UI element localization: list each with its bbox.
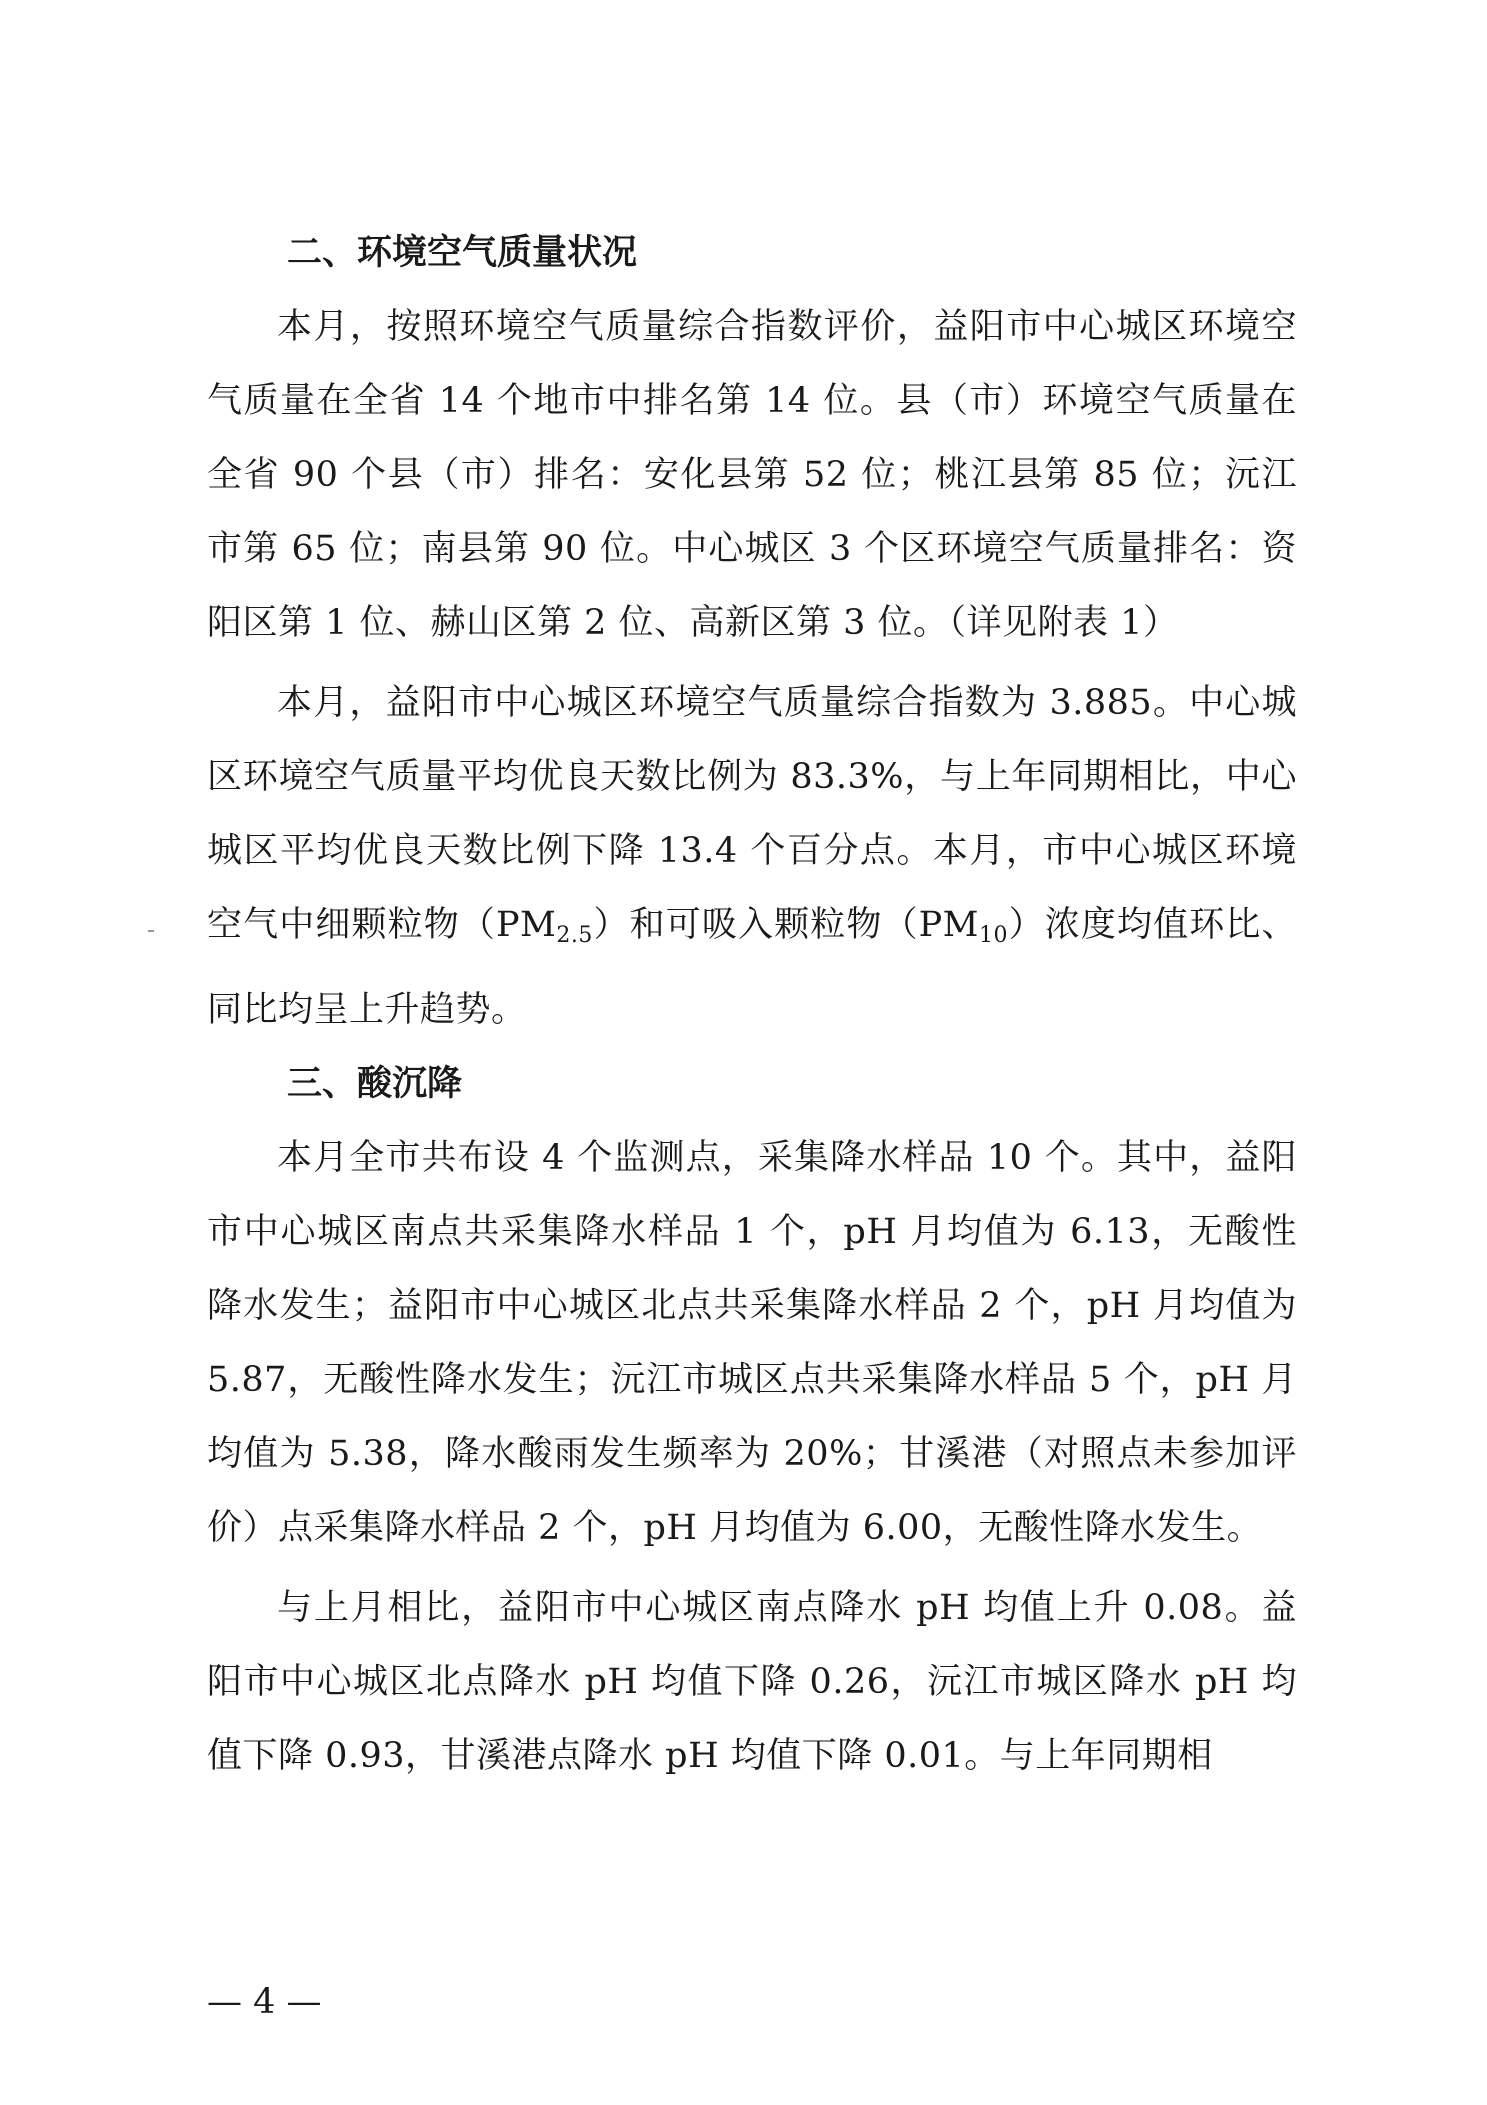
section-2-paragraph-2 xyxy=(207,666,1297,1047)
section-2-paragraph-1: 本月，按照环境空气质量综合指数评价，益阳市中心城区环境空气质量在全省 14 个地市中排名第 14 位。县（市）环境空气质量在全省 90 个县（市）排名：安化县第 52 位；桃江县第 85 位；沅江市第 65 位；南县第 90 位。中心城区 3 个区环境空气质量排名：资阳区第 1 位、赫山区第 2 位、高新区第 3 位。（详见附表 1） xyxy=(207,307,1297,643)
margin-mark xyxy=(148,930,154,932)
section-2-paragraph-2-text-c: ）浓度均值环比、同比均呈上升趋势。 xyxy=(207,905,1297,1030)
section-3-heading: 三、酸沉降 xyxy=(287,1064,463,1104)
section-3-paragraph-1: 本月全市共布设 4 个监测点，采集降水样品 10 个。其中，益阳市中心城区南点共采集降水样品 1 个，pH 月均值为 6.13，无酸性降水发生；益阳市中心城区北点共采集降水样品 2 个，pH 月均值为 5.87，无酸性降水发生；沅江市城区点共采集降水样品 5 个，pH 月均值为 5.38，降水酸雨发生频率为 20%；甘溪港（对照点未参加评价）点采集降水样品 2 个，pH 月均值为 6.00，无酸性降水发生。 xyxy=(207,1138,1297,1548)
section-2-heading: 二、环境空气质量状况 xyxy=(287,233,638,273)
section-2-paragraph-2-text-a: 本月，益阳市中心城区环境空气质量综合指数为 3.885。中心城区环境空气质量平均优良天数比例为 83.3%，与上年同期相比，中心城区平均优良天数比例下降 13.4 个百分点。本月，市中心城区环境空气中细颗粒物（PM xyxy=(207,683,1297,945)
pm25-subscript: 2.5 xyxy=(556,923,593,948)
page-content xyxy=(207,216,1297,1793)
pm10-subscript: 10 xyxy=(979,923,1008,948)
section-3-paragraph-2: 与上月相比，益阳市中心城区南点降水 pH 均值上升 0.08。益阳市中心城区北点降水 pH 均值下降 0.26，沅江市城区降水 pH 均值下降 0.93，甘溪港点降水 pH 均值下降 0.01。与上年同期相 xyxy=(207,1588,1297,1776)
page-number: — 4 — xyxy=(207,1982,322,2022)
section-2-paragraph-2-text-b: ）和可吸入颗粒物（PM xyxy=(592,905,979,945)
